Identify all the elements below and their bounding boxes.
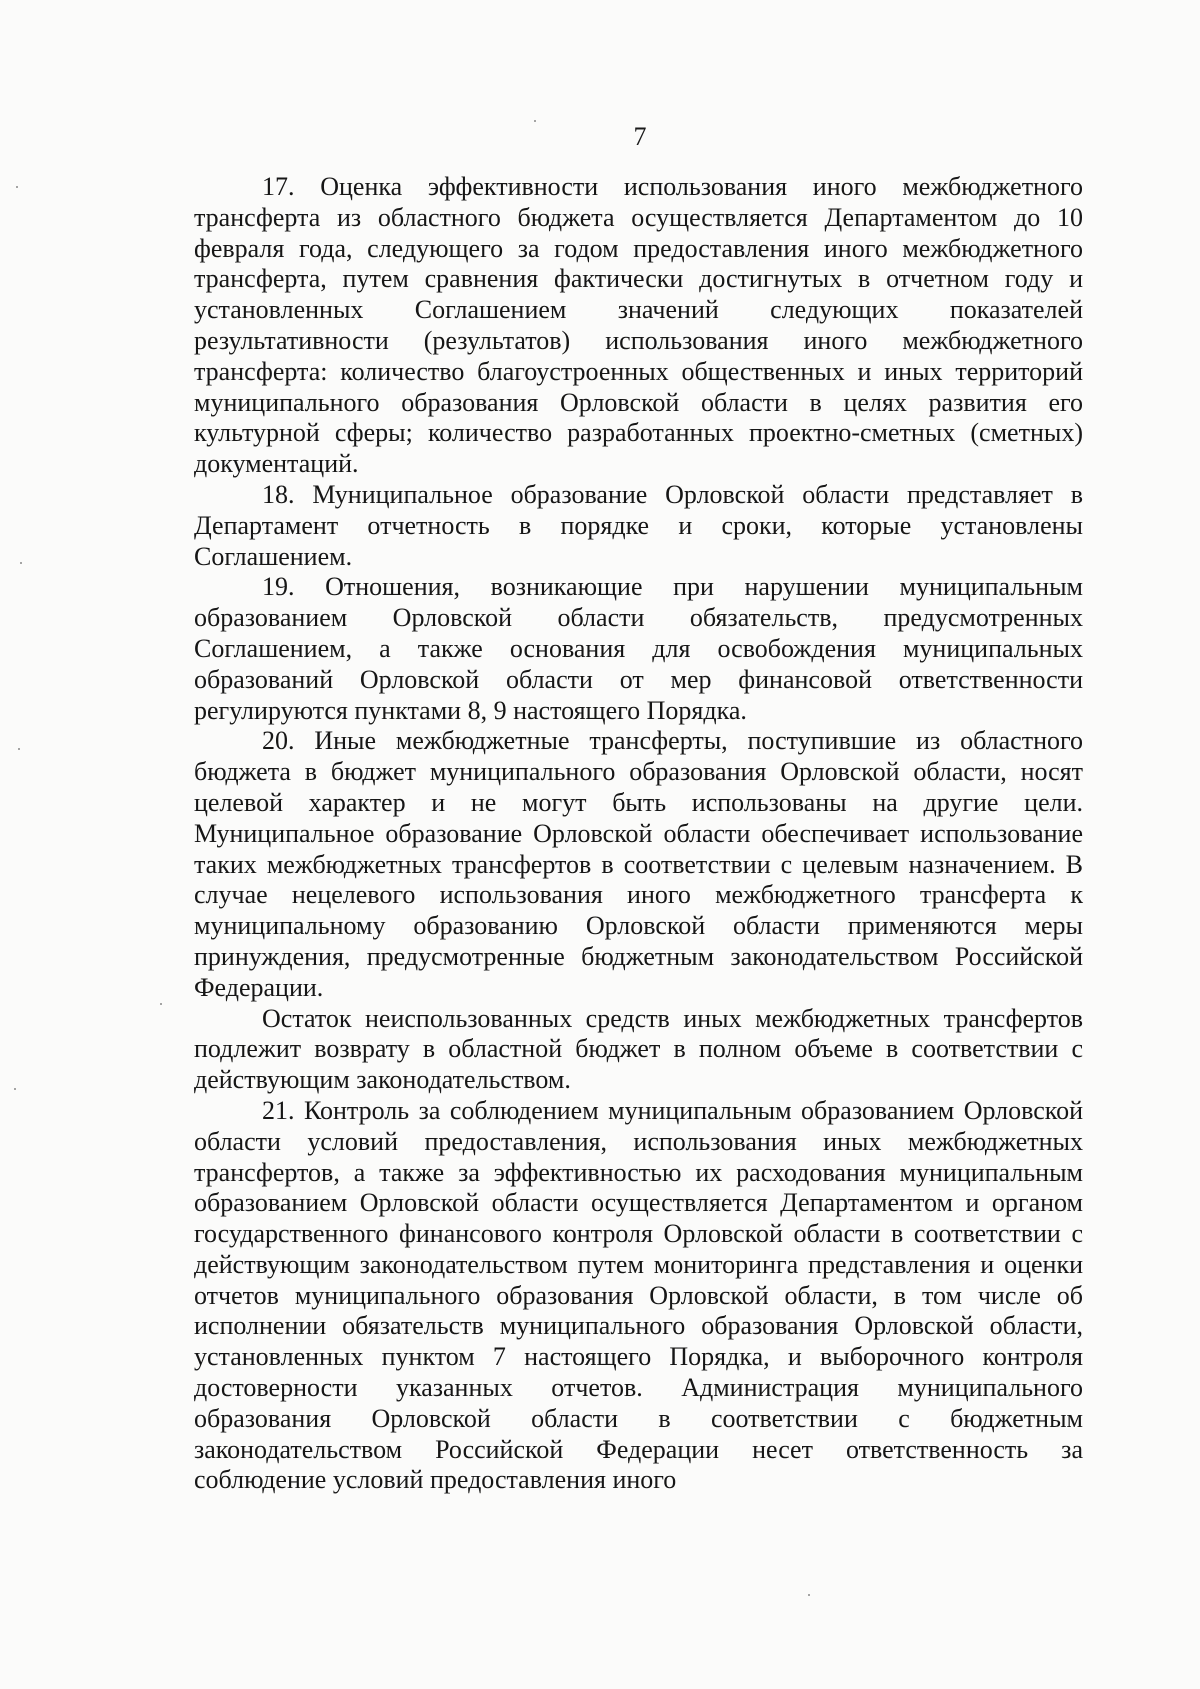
- scan-speck: [16, 186, 18, 188]
- paragraph-19: 19. Отношения, возникающие при нарушении муниципальным образованием Орловской области обязательств, предусмотренных Соглашением, а также основания для освобождения муниципальных образований Орловской области от мер финансовой ответственности регулируются пунктами 8, 9 настоящего Порядка.: [194, 572, 1083, 725]
- scan-speck: [18, 748, 20, 750]
- document-body: [194, 172, 1083, 1496]
- paragraph-20-remainder: Остаток неиспользованных средств иных межбюджетных трансфертов подлежит возврату в областной бюджет в полном объеме в соответствии с действующим законодательством.: [194, 1003, 1083, 1095]
- scan-speck: [534, 120, 536, 122]
- scan-speck: [14, 1088, 16, 1090]
- paragraph-21: 21. Контроль за соблюдением муниципальным образованием Орловской области условий предоставления, использования иных межбюджетных трансфертов, а также за эффективностью их расходования муниципальным образованием Орловской области осуществляется Департаментом и органом государственного финансового контроля Орловской области в соответствии с действующим законодательством путем мониторинга представления и оценки отчетов муниципального образования Орловской области, в том числе об исполнении обязательств муниципального образования Орловской области, установленных пунктом 7 настоящего Порядка, и выборочного контроля достоверности указанных отчетов. Администрация муниципального образования Орловской области в соответствии с бюджетным законодательством Российской Федерации несет ответственность за соблюдение условий предоставления иного: [194, 1095, 1083, 1495]
- paragraph-18: 18. Муниципальное образование Орловской области представляет в Департамент отчетность в порядке и сроки, которые установлены Соглашением.: [194, 479, 1083, 571]
- scan-speck: [20, 562, 22, 564]
- scan-speck: [808, 1594, 810, 1596]
- paragraph-17: 17. Оценка эффективности использования иного межбюджетного трансферта из областного бюджета осуществляется Департаментом до 10 февраля года, следующего за годом предоставления иного межбюджетного трансферта, путем сравнения фактически достигнутых в отчетном году и установленных Соглашением значений следующих показателей результативности (результатов) использования иного межбюджетного трансферта: количество благоустроенных общественных и иных территорий муниципального образования Орловской области в целях развития его культурной сферы; количество разработанных проектно-сметных (сметных) документаций.: [194, 172, 1083, 479]
- scan-speck: [160, 1003, 162, 1005]
- paragraph-20: 20. Иные межбюджетные трансферты, поступившие из областного бюджета в бюджет муниципального образования Орловской области, носят целевой характер и не могут быть использованы на другие цели. Муниципальное образование Орловской области обеспечивает использование таких межбюджетных трансфертов в соответствии с целевым назначением. В случае нецелевого использования иного межбюджетного трансферта к муниципальному образованию Орловской области применяются меры принуждения, предусмотренные бюджетным законодательством Российской Федерации.: [194, 726, 1083, 1002]
- page-number: 7: [633, 122, 647, 151]
